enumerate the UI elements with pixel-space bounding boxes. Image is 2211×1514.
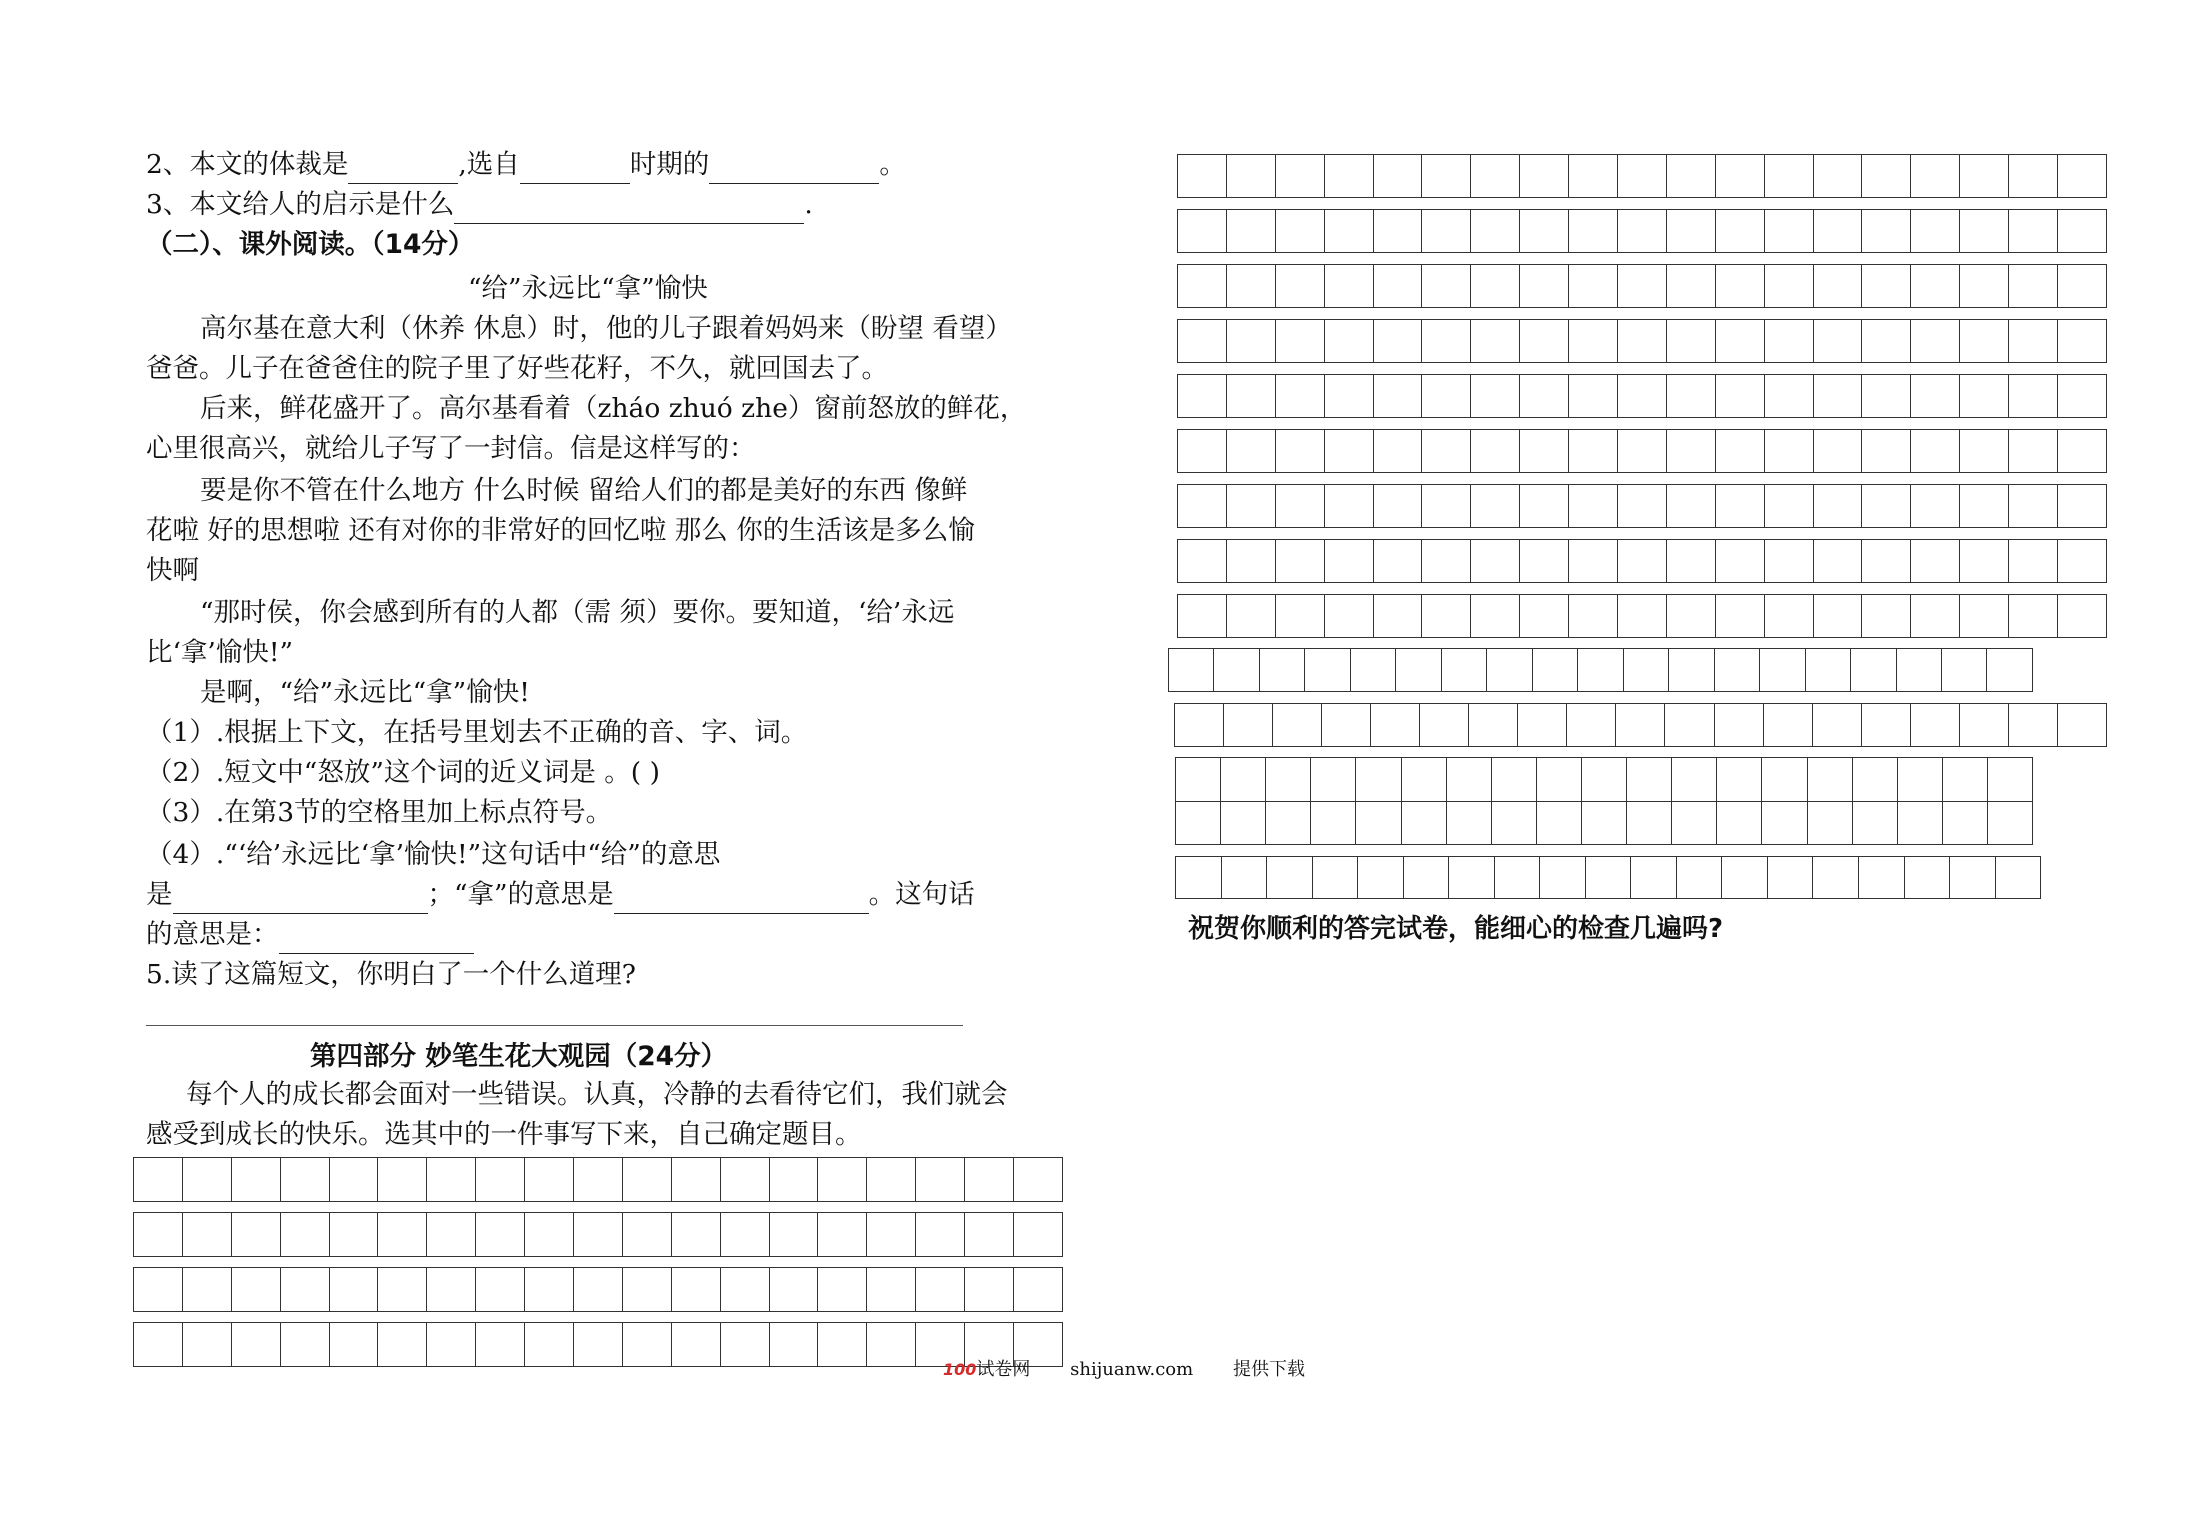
composition-grid-row[interactable] [1174,703,2107,747]
composition-grid-row[interactable] [1168,648,2033,692]
composition-grid-row[interactable] [1177,154,2107,198]
footer-suffix: 提供下载 [1232,1359,1305,1380]
sentence-meaning-blank[interactable] [279,923,474,954]
passage-line: 是啊，“给”永远比“拿”愉快! [200,677,530,708]
composition-grid-row[interactable] [133,1267,1063,1312]
composition-grid-row[interactable] [133,1212,1063,1257]
composition-grid-row[interactable] [1177,594,2107,638]
question-3: 3、本文给人的启示是什么 . [146,186,813,224]
site-name: 试卷网 [976,1359,1031,1380]
passage-title: “给”永远比“拿”愉快 [468,273,708,304]
closing-message: 祝贺你顺利的答完试卷，能细心的检查几遍吗? [1188,914,1724,944]
section-heading: （二）、课外阅读。（14分） [146,229,475,260]
genre-blank[interactable] [348,153,458,184]
site-url[interactable]: shijuanw.com [1070,1359,1194,1380]
composition-grid-row[interactable] [1177,209,2107,253]
part4-prompt-line: 每个人的成长都会面对一些错误。认真，冷静的去看待它们，我们就会 [186,1079,1008,1110]
passage-line: 爸爸。儿子在爸爸住的院子里了好些花籽，不久，就回国去了。 [146,353,888,384]
question-2-synonym: （2）.短文中“怒放”这个词的近义词是 。( ) [146,757,660,788]
passage-line: “那时侯，你会感到所有的人都（需 须）要你。要知道，‘给’永远 [200,597,955,628]
composition-grid-row[interactable] [1177,264,2107,308]
composition-grid-row[interactable] [1177,429,2107,473]
composition-grid-row[interactable] [133,1322,1063,1367]
passage-line: 高尔基在意大利（休养 休息）时，他的儿子跟着妈妈来（盼望 看望） [200,313,1012,344]
passage-line: 比‘拿’愉快!” [146,637,294,668]
question-3-punctuation: （3）.在第3节的空格里加上标点符号。 [146,797,613,828]
divider-line [146,1025,963,1026]
composition-grid-row[interactable] [1177,374,2107,418]
site-logo: 100 [943,1360,977,1379]
passage-line: 后来，鲜花盛开了。高尔基看着（zháo zhuó zhe）窗前怒放的鲜花， [200,393,1027,424]
question-4-line3: 的意思是： [146,916,474,954]
question-4-line2: 是 ；“拿”的意思是 。这句话 [146,876,975,914]
composition-grid-row[interactable] [1177,539,2107,583]
passage-line: 要是你不管在什么地方 什么时候 留给人们的都是美好的东西 像鲜 [200,475,968,506]
composition-grid-row[interactable] [133,1157,1063,1202]
part4-prompt-line: 感受到成长的快乐。选其中的一件事写下来，自己确定题目。 [146,1119,862,1150]
period-blank[interactable] [709,153,879,184]
composition-grid-row[interactable] [1175,856,2041,899]
footer-watermark [943,1358,1305,1382]
question-5: 5.读了这篇短文，你明白了一个什么道理? [146,959,636,990]
passage-line: 心里很高兴，就给儿子写了一封信。信是这样写的： [146,433,756,464]
composition-grid-row[interactable] [1177,319,2107,363]
passage-line: 花啦 好的思想啦 还有对你的非常好的回忆啦 那么 你的生活该是多么愉 [146,515,975,546]
composition-grid-row[interactable] [1177,484,2107,528]
inspiration-blank[interactable] [454,193,804,224]
question-2: 2、本文的体裁是 ,选自 时期的 。 [146,146,906,184]
source-blank[interactable] [520,153,630,184]
question-1: （1）.根据上下文，在括号里划去不正确的音、字、词。 [146,717,808,748]
question-4: （4）.“‘给’永远比‘拿’愉快!”这句话中“给”的意思 [146,839,721,870]
part4-heading: 第四部分 妙笔生花大观园（24分） [310,1041,728,1072]
take-meaning-blank[interactable] [614,883,869,914]
composition-grid-row[interactable] [1175,757,2033,845]
give-meaning-blank[interactable] [173,883,428,914]
passage-line: 快啊 [146,555,199,586]
